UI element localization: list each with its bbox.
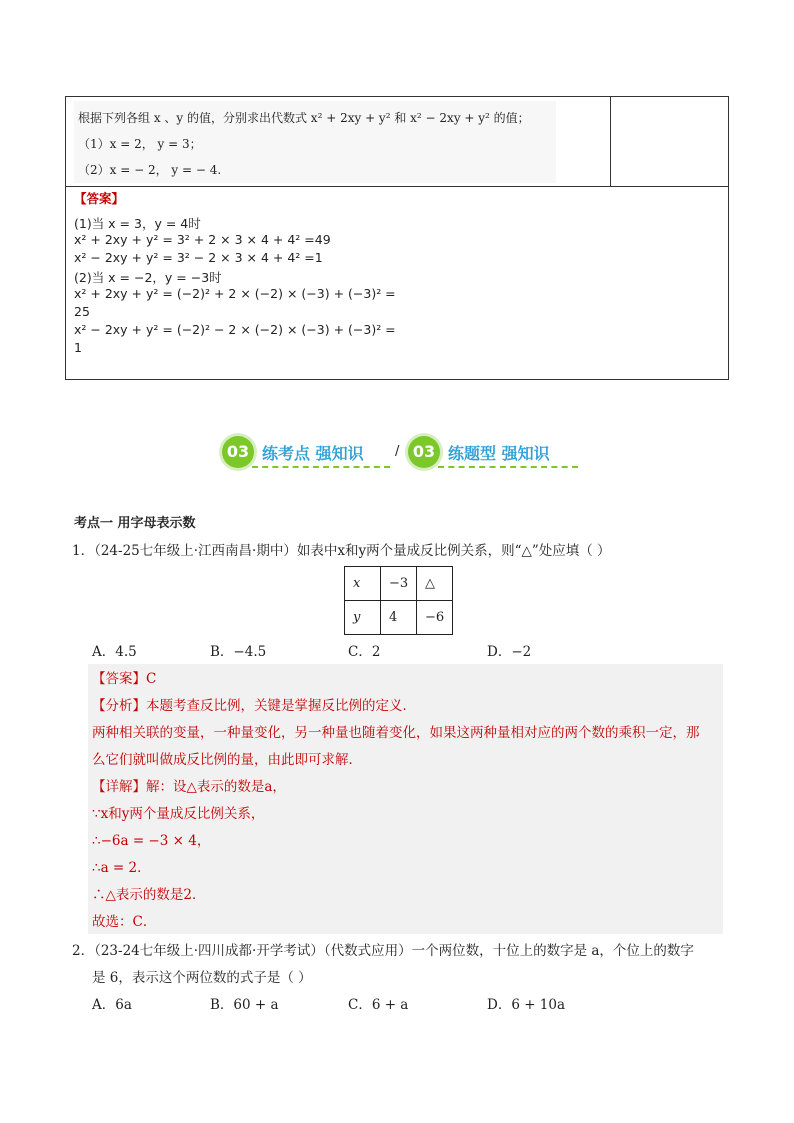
q1-option-a: A．4.5 xyxy=(92,644,137,660)
q1-option-d: D．−2 xyxy=(487,644,532,660)
q1-option-b: B．−4.5 xyxy=(210,644,267,660)
banner-separator: / xyxy=(395,444,400,459)
answer-cell xyxy=(65,186,729,380)
q2-option-b: B．60 + a xyxy=(210,997,279,1013)
table-row xyxy=(345,601,453,635)
banner-text-right: 练题型 强知识 xyxy=(448,444,550,463)
q1-analysis-label xyxy=(92,694,416,714)
q2-option-a: A．6a xyxy=(92,997,132,1013)
q2-stem-line-2: 是 6，表示这个两位数的式子是（ ） xyxy=(92,970,312,986)
badge-03-left: 03 xyxy=(222,436,254,468)
q1-step-1: ∵x和y两个量成反比例关系， xyxy=(92,806,265,822)
q1-step-2: ∴−6a = −3 × 4， xyxy=(92,833,211,849)
side-cell xyxy=(610,96,729,187)
banner-text-left: 练考点 强知识 xyxy=(262,444,364,463)
q2-option-d: D．6 + 10a xyxy=(487,997,566,1013)
q1-analysis-text: 本题考查反比例，关键是掌握反比例的定义． xyxy=(146,698,416,714)
answer-line: x² + 2xy + y² = 3² + 2 × 3 × 4 + 4² =49 xyxy=(74,232,331,247)
table-row xyxy=(345,567,453,601)
answer-title: 【答案】 xyxy=(74,191,125,206)
question-part-2: （2）x = − 2， y = − 4. xyxy=(78,163,222,177)
q1-step-4: ∴△表示的数是2． xyxy=(92,887,206,903)
q2-option-c: C．6 + a xyxy=(348,997,409,1013)
answer-line: x² − 2xy + y² = 3² − 2 × 3 × 4 + 4² =1 xyxy=(74,250,323,265)
q1-table xyxy=(344,566,453,635)
q1-detail-label: 【详解】 xyxy=(92,779,146,795)
answer-line: (1)当 x = 3，y = 4时 xyxy=(74,216,201,231)
q1-option-c: C．2 xyxy=(348,644,381,660)
section-title: 考点一 用字母表示数 xyxy=(74,516,196,531)
answer-line: 1 xyxy=(74,340,82,355)
table-cell: x xyxy=(345,567,381,601)
question-intro: 根据下列各组 x 、y 的值，分别求出代数式 x² + 2xy + y² 和 x² − 2xy + y² 的值； xyxy=(78,111,530,125)
table-cell: 4 xyxy=(381,601,417,635)
q1-stem: 1．（24-25七年级上·江西南昌·期中）如表中x和y两个量成反比例关系，则“△”处应填（ ） xyxy=(72,543,611,559)
table-cell: −3 xyxy=(381,567,417,601)
badge-03-right: 03 xyxy=(408,436,440,468)
q1-step-3: ∴a = 2． xyxy=(92,860,151,876)
q1-analysis-line-3: 么它们就叫做成反比例的量，由此即可求解． xyxy=(92,752,362,768)
answer-line: x² + 2xy + y² = (−2)² + 2 × (−2) × (−3) + (−3)² = xyxy=(74,286,396,301)
answer-line: 25 xyxy=(74,304,90,319)
q1-analysis-line-2: 两种相关联的变量，一种量变化，另一种量也随着变化，如果这两种量相对应的两个数的乘积一定，那 xyxy=(92,725,700,741)
question-part-1: （1）x = 2， y = 3； xyxy=(78,137,202,151)
question-cell xyxy=(65,96,611,187)
banner-underline-right xyxy=(438,466,578,468)
table-cell: y xyxy=(345,601,381,635)
answer-line: (2)当 x = −2，y = −3时 xyxy=(74,270,222,285)
q2-stem-line-1: 2．（23-24七年级上·四川成都·开学考试）（代数式应用）一个两位数，十位上的数字是 a，个位上的数字 xyxy=(72,943,694,959)
q1-choice: 故选：C． xyxy=(92,914,157,930)
q1-detail xyxy=(92,775,286,795)
answer-line: x² − 2xy + y² = (−2)² − 2 × (−2) × (−3) + (−3)² = xyxy=(74,322,396,337)
banner-underline-left xyxy=(252,466,390,468)
q1-analysis-label-text: 【分析】 xyxy=(92,698,146,714)
q1-detail-text: 解：设△表示的数是a， xyxy=(146,779,286,795)
table-cell: △ xyxy=(417,567,453,601)
table-cell: −6 xyxy=(417,601,453,635)
q1-answer: 【答案】C xyxy=(92,671,157,687)
